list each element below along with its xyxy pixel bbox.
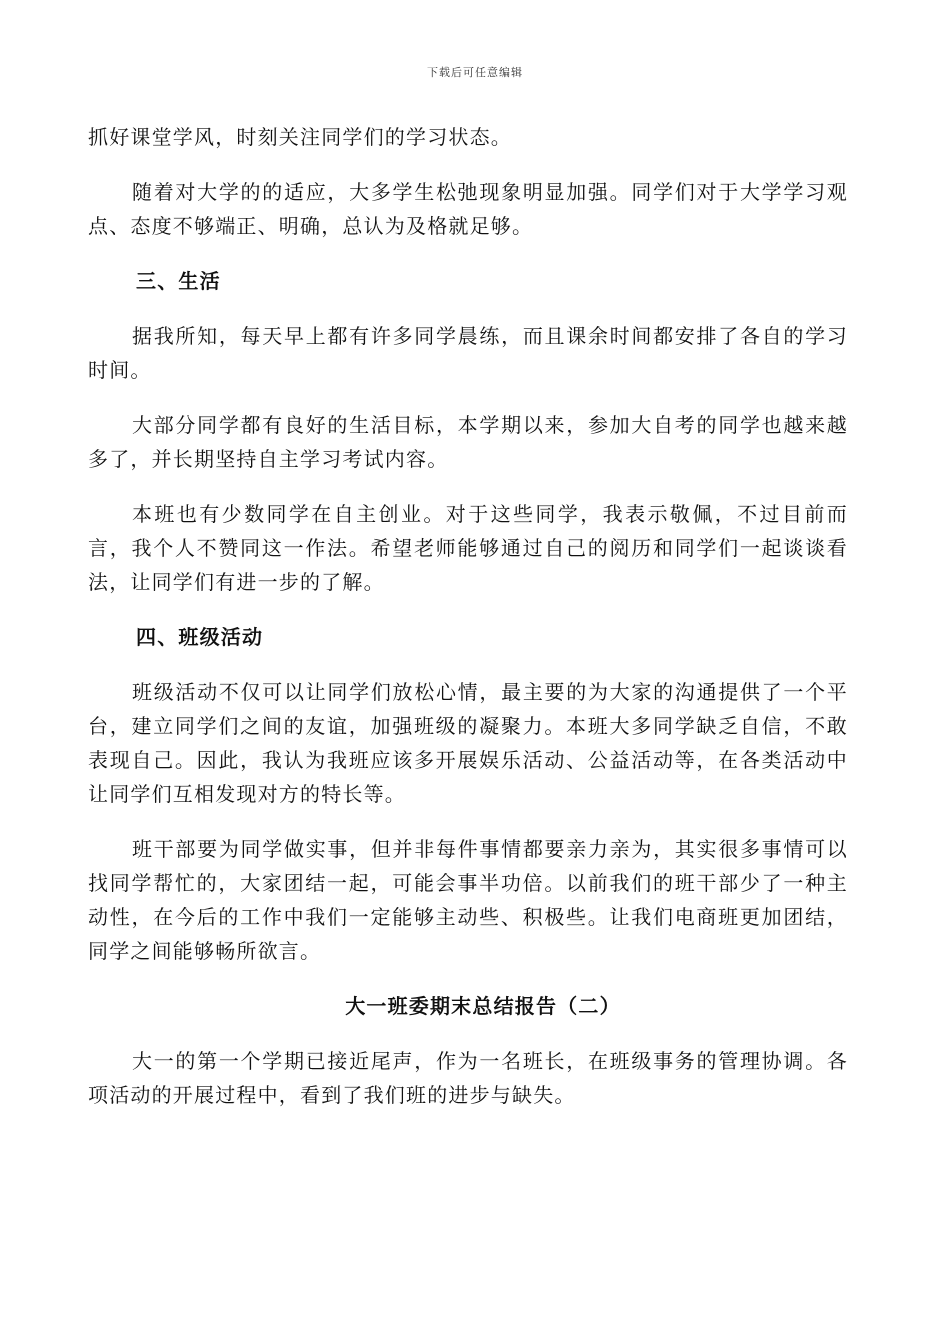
paragraph: 班级活动不仅可以让同学们放松心情，最主要的为大家的沟通提供了一个平台，建立同学们之间的友谊，加强班级的凝聚力。本班大多同学缺乏自信，不敢表现自己。因此，我认为我班应该多开展娱乐活动、公益活动等，在各类活动中让同学们互相发现对方的特长等。 [88, 680, 848, 806]
paragraph: 抓好课堂学风，时刻关注同学们的学习状态。 [88, 125, 512, 149]
paragraph: 随着对大学的的适应，大多学生松弛现象明显加强。同学们对于大学学习观点、态度不够端正、明确，总认为及格就足够。 [88, 180, 848, 238]
page-header: 下载后可任意编辑 [427, 66, 523, 79]
section-heading-class-activities: 四、班级活动 [136, 625, 264, 649]
paragraph: 大一的第一个学期已接近尾声，作为一名班长，在班级事务的管理协调。各项活动的开展过程中，看到了我们班的进步与缺失。 [88, 1049, 848, 1107]
paragraph: 据我所知，每天早上都有许多同学晨练，而且课余时间都安排了各自的学习时间。 [88, 324, 848, 382]
section-heading-life: 三、生活 [136, 269, 221, 293]
paragraph: 大部分同学都有良好的生活目标，本学期以来，参加大自考的同学也越来越多了，并长期坚持自主学习考试内容。 [88, 413, 848, 471]
document-body [88, 120, 848, 1133]
paragraph: 本班也有少数同学在自主创业。对于这些同学，我表示敬佩，不过目前而言，我个人不赞同这一作法。希望老师能够通过自己的阅历和同学们一起谈谈看法，让同学们有进一步的了解。 [88, 502, 848, 594]
paragraph: 班干部要为同学做实事，但并非每件事情都要亲力亲为，其实很多事情可以找同学帮忙的，大家团结一起，可能会事半功倍。以前我们的班干部少了一种主动性，在今后的工作中我们一定能够主动些、积极些。让我们电商班更加团结，同学之间能够畅所欲言。 [88, 837, 848, 963]
report-title: 大一班委期末总结报告（二） [345, 994, 621, 1018]
